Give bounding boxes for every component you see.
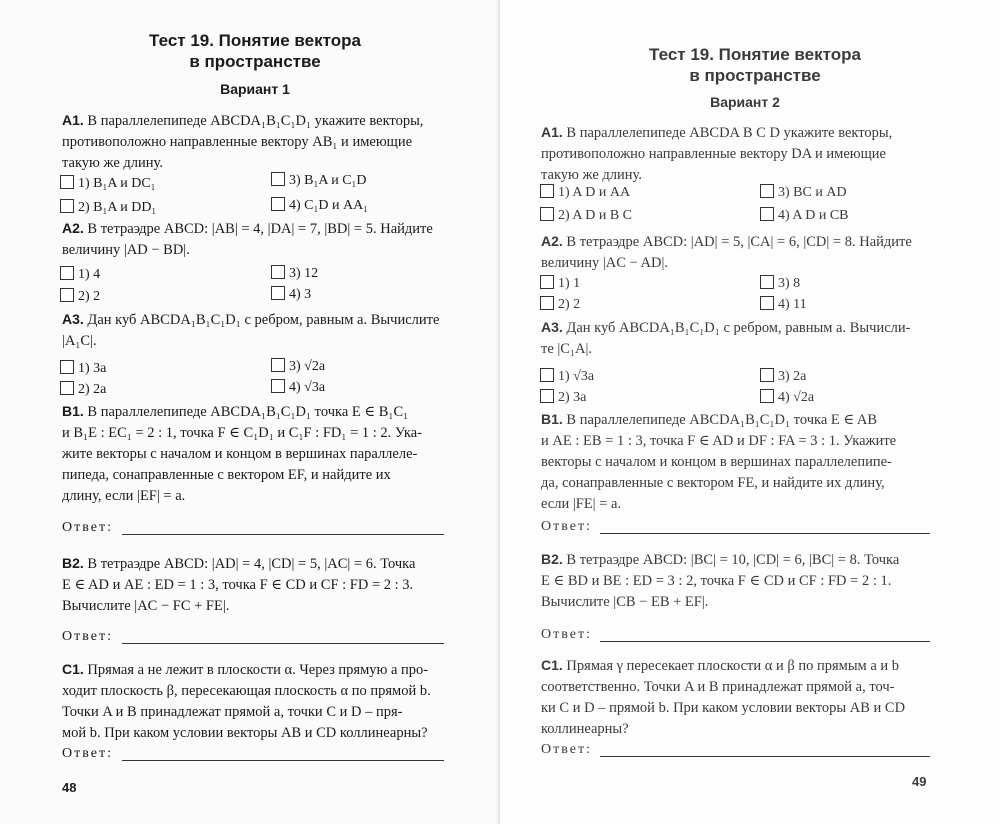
answer-input-line[interactable] <box>600 533 930 534</box>
checkbox[interactable] <box>540 275 554 289</box>
question-text: В тетраэдре ABCD: |BC| = 10, |CD| = 6, |BC| = 8. Точка <box>566 552 900 568</box>
answer-option[interactable]: 2) 3a <box>540 389 586 407</box>
question-a3 <box>541 317 941 360</box>
question-text: ки C и D – прямой b. При каком условии векторы AB и CD <box>541 700 906 716</box>
question-label: В2. <box>62 555 84 571</box>
question-a3 <box>62 309 457 352</box>
question-text: жите векторы с началом и концом в вершинах параллеле- <box>62 446 418 462</box>
question-text: Прямая γ пересекает плоскости α и β по прямым a и b <box>566 658 900 674</box>
answer-label: Ответ: <box>541 742 592 757</box>
answer-option[interactable]: 4) √3a <box>271 379 325 397</box>
question-c1 <box>62 659 457 744</box>
answer-option[interactable]: 4) C₁D и AA₁ <box>271 197 368 215</box>
answer-option[interactable]: 4) A D и CB <box>760 207 849 225</box>
question-text: и AE : EB = 1 : 3, точка F ∈ AD и DF : FA = 3 : 1. Укажите <box>541 433 897 449</box>
answer-option[interactable]: 3) √2a <box>271 358 325 376</box>
question-text: Точки A и B принадлежат прямой a, точки C и D – пря- <box>62 704 403 720</box>
variant-heading: Вариант 1 <box>220 81 290 97</box>
question-label: А2. <box>541 233 563 249</box>
checkbox[interactable] <box>271 172 285 186</box>
checkbox[interactable] <box>760 368 774 382</box>
question-text: В параллелепипеде ABCDA B C D укажите векторы, <box>566 125 893 141</box>
answer-option[interactable]: 4) 3 <box>271 286 311 304</box>
question-text: величину |AD − BD|. <box>62 242 190 258</box>
answer-option[interactable]: 1) B₁A и DC₁ <box>60 175 156 193</box>
answer-label: Ответ: <box>62 520 113 535</box>
checkbox[interactable] <box>271 265 285 279</box>
question-text: величину |AC − AD|. <box>541 255 669 271</box>
question-b2 <box>62 553 457 617</box>
answer-option[interactable]: 1) A D и AA <box>540 184 630 202</box>
question-text: В тетраэдре ABCD: |AD| = 4, |CD| = 5, |AC| = 6. Точка <box>87 556 416 572</box>
question-text: такую же длину. <box>541 167 642 183</box>
checkbox[interactable] <box>760 184 774 198</box>
answer-option[interactable]: 3) BC и AD <box>760 184 847 202</box>
answer-option[interactable]: 1) 3a <box>60 360 106 378</box>
question-a1 <box>541 122 941 186</box>
checkbox[interactable] <box>60 288 74 302</box>
question-text: E ∈ BD и BE : ED = 3 : 2, точка F ∈ CD и CF : FD = 2 : 1. <box>541 573 892 589</box>
checkbox[interactable] <box>271 286 285 300</box>
answer-label: Ответ: <box>62 746 113 761</box>
answer-option[interactable]: 1) √3a <box>540 368 594 386</box>
answer-option[interactable]: 2) A D и B C <box>540 207 632 225</box>
checkbox[interactable] <box>760 207 774 221</box>
question-b1 <box>62 401 457 507</box>
question-text: векторы с началом и концом в вершинах параллелепипе- <box>541 454 892 470</box>
question-text: В параллелепипеде ABCDA₁B₁C₁D₁ точка E ∈ B₁C₁ <box>87 404 409 420</box>
question-a2 <box>62 218 457 261</box>
checkbox[interactable] <box>60 381 74 395</box>
checkbox[interactable] <box>540 296 554 310</box>
checkbox[interactable] <box>60 175 74 189</box>
question-c1 <box>541 655 941 740</box>
answer-option[interactable]: 1) 4 <box>60 266 100 284</box>
answer-input-line[interactable] <box>600 756 930 757</box>
answer-input-line[interactable] <box>122 643 444 644</box>
answer-option[interactable]: 4) √2a <box>760 389 814 407</box>
checkbox[interactable] <box>60 360 74 374</box>
question-a2 <box>541 231 941 274</box>
question-b1 <box>541 409 941 515</box>
title-line-1: Тест 19. Понятие вектора <box>149 31 361 50</box>
checkbox[interactable] <box>540 184 554 198</box>
question-label: В1. <box>541 411 563 427</box>
checkbox[interactable] <box>271 358 285 372</box>
answer-option[interactable]: 1) 1 <box>540 275 580 293</box>
title-line-1: Тест 19. Понятие вектора <box>649 45 861 64</box>
checkbox[interactable] <box>60 266 74 280</box>
question-text: мой b. При каком условии векторы AB и CD коллинеарны? <box>62 725 428 741</box>
question-label: С1. <box>541 657 563 673</box>
page-number: 48 <box>62 780 77 795</box>
title-line-2: в пространстве <box>689 66 821 85</box>
answer-option[interactable]: 3) 12 <box>271 265 318 283</box>
answer-input-line[interactable] <box>122 760 444 761</box>
answer-option[interactable]: 4) 11 <box>760 296 807 314</box>
answer-option[interactable]: 3) B₁A и C₁D <box>271 172 367 190</box>
checkbox[interactable] <box>760 296 774 310</box>
question-text: соответственно. Точки A и B принадлежат прямой a, точ- <box>541 679 895 695</box>
page-title <box>120 30 390 72</box>
question-text: и B₁E : EC₁ = 2 : 1, точка F ∈ C₁D₁ и C₁F : FD₁ = 1 : 2. Ука- <box>62 425 422 441</box>
checkbox[interactable] <box>540 207 554 221</box>
question-text: такую же длину. <box>62 155 163 171</box>
answer-option[interactable]: 2) 2a <box>60 381 106 399</box>
checkbox[interactable] <box>540 368 554 382</box>
question-text: противоположно направленные вектору AB₁ и имеющие <box>62 134 413 150</box>
question-text: ходит плоскость β, пересекающая плоскость α по прямой b. <box>62 683 431 699</box>
answer-option[interactable]: 3) 2a <box>760 368 806 386</box>
answer-label: Ответ: <box>62 629 113 644</box>
question-label: А3. <box>541 319 563 335</box>
question-label: В1. <box>62 403 84 419</box>
question-text: В параллелепипеде ABCDA₁B₁C₁D₁ укажите векторы, <box>87 113 424 129</box>
question-text: коллинеарны? <box>541 721 629 737</box>
answer-label: Ответ: <box>541 627 592 642</box>
checkbox[interactable] <box>60 199 74 213</box>
question-text: длину, если |EF| = a. <box>62 488 186 504</box>
answer-input-line[interactable] <box>600 641 930 642</box>
question-text: В тетраэдре ABCD: |AD| = 5, |CA| = 6, |CD| = 8. Найдите <box>566 234 912 250</box>
variant-heading: Вариант 2 <box>710 94 780 110</box>
right-page <box>500 0 1000 824</box>
answer-input-line[interactable] <box>122 534 444 535</box>
question-text: |A₁C|. <box>62 333 97 349</box>
question-label: А1. <box>541 124 563 140</box>
question-label: В2. <box>541 551 563 567</box>
question-label: С1. <box>62 661 84 677</box>
question-text: Дан куб ABCDA₁B₁C₁D₁ с ребром, равным a. Вычислите <box>87 312 440 328</box>
question-label: А3. <box>62 311 84 327</box>
checkbox[interactable] <box>271 197 285 211</box>
question-b2 <box>541 549 941 613</box>
checkbox[interactable] <box>760 389 774 403</box>
question-text: те |C₁A|. <box>541 341 593 357</box>
title-line-2: в пространстве <box>189 52 321 71</box>
page-title <box>610 44 900 86</box>
checkbox[interactable] <box>271 379 285 393</box>
checkbox[interactable] <box>760 275 774 289</box>
answer-option[interactable]: 2) 2 <box>540 296 580 314</box>
question-text: если |FE| = a. <box>541 496 622 512</box>
question-label: А2. <box>62 220 84 236</box>
question-text: Вычислите |AC − FC + FE|. <box>62 598 230 614</box>
answer-option[interactable]: 2) 2 <box>60 288 100 306</box>
question-text: Прямая a не лежит в плоскости α. Через прямую a про- <box>87 662 429 678</box>
question-text: Вычислите |CB − EB + EF|. <box>541 594 709 610</box>
question-a1 <box>62 110 457 174</box>
question-text: Дан куб ABCDA₁B₁C₁D₁ с ребром, равным a. Вычисли- <box>566 320 911 336</box>
checkbox[interactable] <box>540 389 554 403</box>
answer-option[interactable]: 3) 8 <box>760 275 800 293</box>
question-text: противоположно направленные вектору DA и имеющие <box>541 146 886 162</box>
question-text: E ∈ AD и AE : ED = 1 : 3, точка F ∈ CD и CF : FD = 2 : 3. <box>62 577 414 593</box>
question-text: В параллелепипеде ABCDA₁B₁C₁D₁ точка E ∈ AB <box>566 412 878 428</box>
question-text: да, сонаправленные с вектором FE, и найдите их длину, <box>541 475 885 491</box>
question-text: пипеда, сонаправленные с вектором EF, и найдите их <box>62 467 391 483</box>
question-text: В тетраэдре ABCD: |AB| = 4, |DA| = 7, |BD| = 5. Найдите <box>87 221 433 237</box>
answer-label: Ответ: <box>541 519 592 534</box>
answer-option[interactable]: 2) B₁A и DD₁ <box>60 199 156 217</box>
question-label: А1. <box>62 112 84 128</box>
page-number: 49 <box>912 774 927 789</box>
